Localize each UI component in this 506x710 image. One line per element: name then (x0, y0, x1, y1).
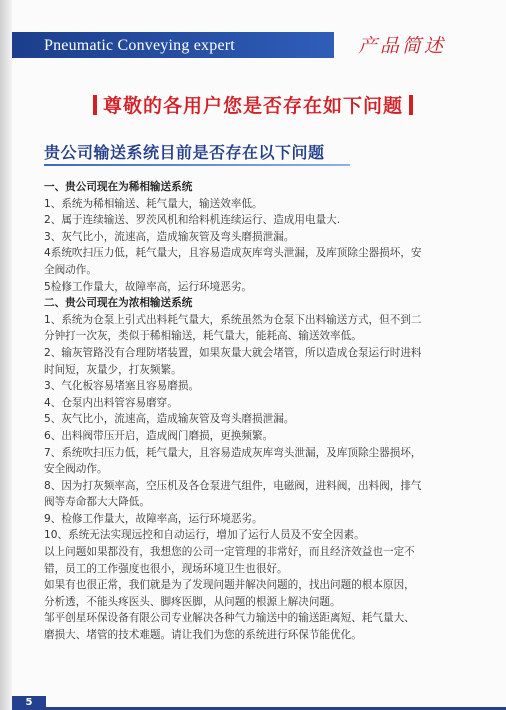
text-line: 8、因为打灰频率高，空压机及各仓泵进气组件，电磁阀，进料阀，出料阀，排气 (44, 479, 422, 492)
text-line: 3、灰气比小，流速高，造成输灰管及弯头磨损泄漏。 (44, 230, 295, 243)
subheading: 贵公司输送系统目前是否存在以下问题 (44, 143, 325, 162)
text-line: 4、仓泵内出料管容易磨穿。 (44, 396, 178, 409)
headline (0, 91, 506, 118)
text-line: 全阀动作。 (44, 263, 97, 276)
text-line: 如果有也很正常，我们就是为了发现问题并解决问题的，找出问题的根本原因， (44, 579, 415, 592)
text-line: 3、气化板容易堵塞且容易磨损。 (44, 380, 200, 393)
text-line: 1、系统为稀相输送、耗气量大，输送效率低。 (44, 197, 263, 210)
text-line: 2、输灰管路没有合理防堵装置，如果灰量大就会堵管，所以造成仓泵运行时进料 (44, 346, 422, 359)
headline-left-bar (93, 95, 97, 115)
section-heading: 二、贵公司现在为浓相输送系统 (44, 297, 193, 310)
section-title: 产品简述 (358, 35, 447, 57)
headline-right-bar (409, 95, 413, 115)
text-line: 4系统吹扫压力低，耗气量大，且容易造成灰库弯头泄漏，及库顶除尘器损坏，安 (44, 247, 422, 260)
subheading-underline (44, 164, 350, 166)
headline-text: 尊敬的各用户您是否存在如下问题 (102, 95, 403, 117)
text-line: 1、系统为仓泵上引式出料耗气量大，系统虽然为仓泵下出料输送方式，但不到二 (44, 313, 422, 326)
text-line: 阀等寿命都大大降低。 (44, 496, 150, 509)
text-line: 磨损大、堵管的技术难题。请让我们为您的系统进行环保节能优化。 (44, 629, 362, 642)
text-line: 10、系统无法实现远控和自动运行，增加了运行人员及不安全因素。 (44, 529, 365, 542)
text-line: 6、出料阀带压开启，造成阀门磨损，更换频繁。 (44, 429, 274, 442)
text-line: 时间短，灰量少，打灰频繁。 (44, 363, 182, 376)
text-line: 安全阀动作。 (44, 463, 108, 476)
text-line: 5、灰气比小，流速高，造成输灰管及弯头磨损泄漏。 (44, 413, 295, 426)
body-text (44, 179, 464, 644)
header-title: Pneumatic Conveying expert (44, 37, 235, 54)
text-line: 以上问题如果都没有，我想您的公司一定管理的非常好，而且经济效益也一定不 (44, 546, 415, 559)
text-line: 错，员工的工作强度也很小，现场环境卫生也很好。 (44, 562, 288, 575)
page-number: 5 (25, 697, 33, 708)
text-line: 分钟打一次灰，类似于稀相输送，耗气量大，能耗高、输送效率低。 (44, 330, 362, 343)
text-line: 7、系统吹扫压力低，耗气量大，且容易造成灰库弯头泄漏，及库顶除尘器损坏， (44, 446, 422, 459)
text-line: 2、属于连续输送、罗茨风机和给料机连续运行、造成用电量大. (44, 214, 341, 227)
section-heading: 一、贵公司现在为稀相输送系统 (44, 181, 193, 193)
text-line: 邹平创星环保设备有限公司专业解决各种气力输送中的输送距离短、耗气量大、 (44, 612, 415, 625)
text-line: 5检修工作量大，故障率高，运行环境恶劣。 (44, 280, 253, 293)
text-line: 9、检修工作量大，故障率高，运行环境恶劣。 (44, 512, 263, 525)
text-line: 分析透，不能头疼医头、脚疼医脚，从问题的根源上解决问题。 (44, 595, 341, 608)
